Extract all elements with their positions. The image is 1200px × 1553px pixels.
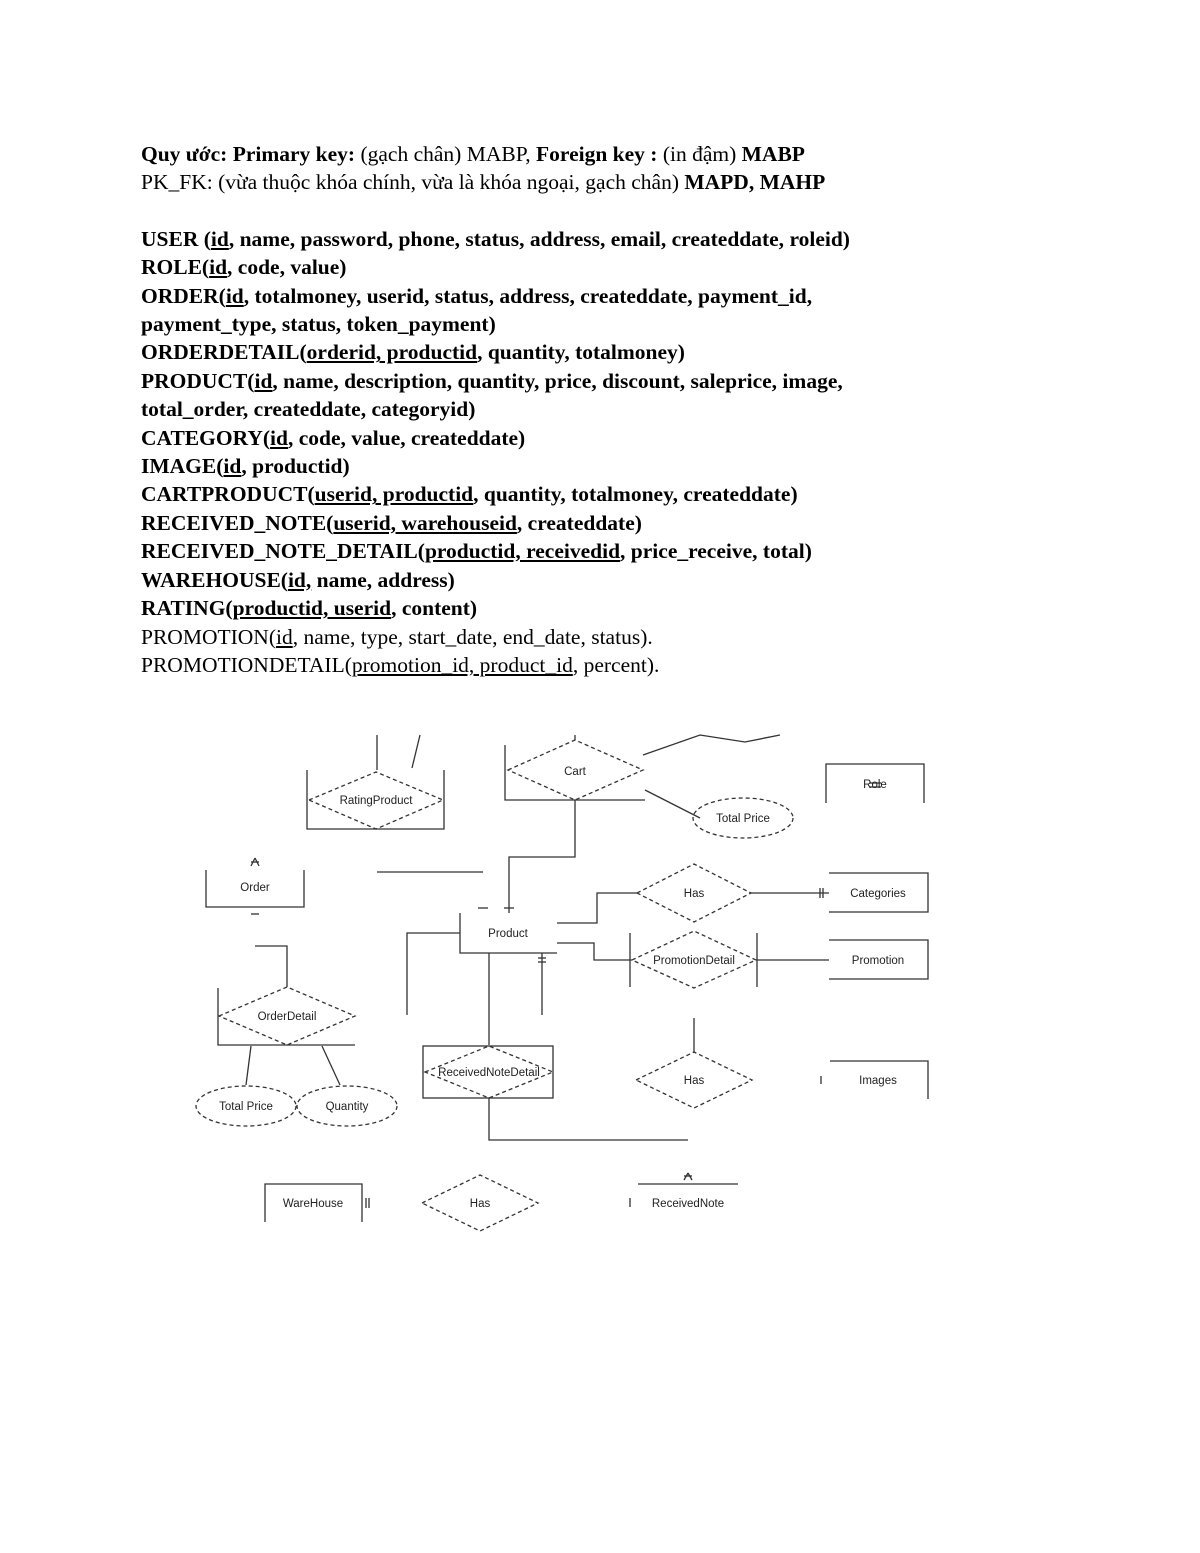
schema-cartproduct: CARTPRODUCT(userid, productid, quantity, totalmoney, createddate)	[141, 482, 798, 507]
schema-received-note: RECEIVED_NOTE(userid, warehouseid, createddate)	[141, 510, 642, 535]
rating-product-relationship	[307, 735, 444, 829]
categories-label: Categories	[850, 888, 906, 900]
schema-order: ORDER(id, totalmoney, userid, status, address, createddate, payment_id,	[141, 283, 813, 308]
product-label: Product	[488, 928, 528, 940]
schema-image: IMAGE(id, productid)	[141, 454, 350, 479]
cart-label: Cart	[564, 766, 586, 778]
schema-user: USER (id, name, password, phone, status, address, email, createddate, roleid)	[141, 226, 850, 251]
order-detail-relationship	[196, 946, 397, 1126]
has-warehouse-label: Has	[469, 1198, 491, 1210]
schema-orderdetail: ORDERDETAIL(orderid, productid, quantity, totalmoney)	[141, 340, 685, 365]
received-note-detail-relationship	[423, 1046, 688, 1140]
schema-promotion: PROMOTION(id, name, type, start_date, end_date, status).	[141, 624, 653, 649]
order-total-price-label: Total Price	[219, 1101, 273, 1113]
schema-order-cont: payment_type, status, token_payment)	[141, 312, 496, 337]
legend-line-2: PK_FK: (vừa thuộc khóa chính, vừa là khóa ngoại, gạch chân) MAPD, MAHP	[141, 170, 826, 195]
received-note-label: ReceivedNote	[651, 1198, 725, 1210]
has-images-label: Has	[683, 1075, 705, 1087]
product-entity	[407, 908, 557, 1045]
quantity-label: Quantity	[325, 1101, 369, 1113]
schema-category: CATEGORY(id, code, value, createddate)	[141, 425, 526, 450]
has-categories-label: Has	[683, 888, 705, 900]
schema-role: ROLE(id, code, value)	[141, 255, 347, 280]
promotion-label: Promotion	[851, 955, 905, 967]
rating-product-label: RatingProduct	[339, 795, 413, 807]
schema-rating: RATING(productid, userid, content)	[141, 596, 478, 621]
schema-promotiondetail: PROMOTIONDETAIL(promotion_id, product_id, percent).	[141, 652, 660, 677]
order-label: Order	[240, 882, 270, 894]
schema-product: PRODUCT(id, name, description, quantity, price, discount, saleprice, image,	[141, 368, 843, 393]
images-label: Images	[859, 1075, 897, 1087]
schema-received-note-detail: RECEIVED_NOTE_DETAIL(productid, receivedid, price_receive, total)	[141, 539, 812, 564]
role-label: Role	[863, 779, 887, 791]
warehouse-label: WareHouse	[282, 1198, 344, 1210]
received-note-detail-label: ReceivedNoteDetail	[438, 1067, 540, 1079]
has-images-relationship	[636, 1018, 928, 1108]
promotion-detail-label: PromotionDetail	[653, 955, 735, 967]
legend-line-1: Quy ước: Primary key: (gạch chân) MABP, Foreign key : (in đậm) MABP	[141, 142, 805, 166]
schema-product-cont: total_order, createddate, categoryid)	[141, 397, 476, 422]
schema-warehouse: WAREHOUSE(id, name, address)	[141, 567, 455, 592]
cart-total-price-label: Total Price	[716, 813, 770, 825]
order-detail-label: OrderDetail	[257, 1011, 317, 1023]
